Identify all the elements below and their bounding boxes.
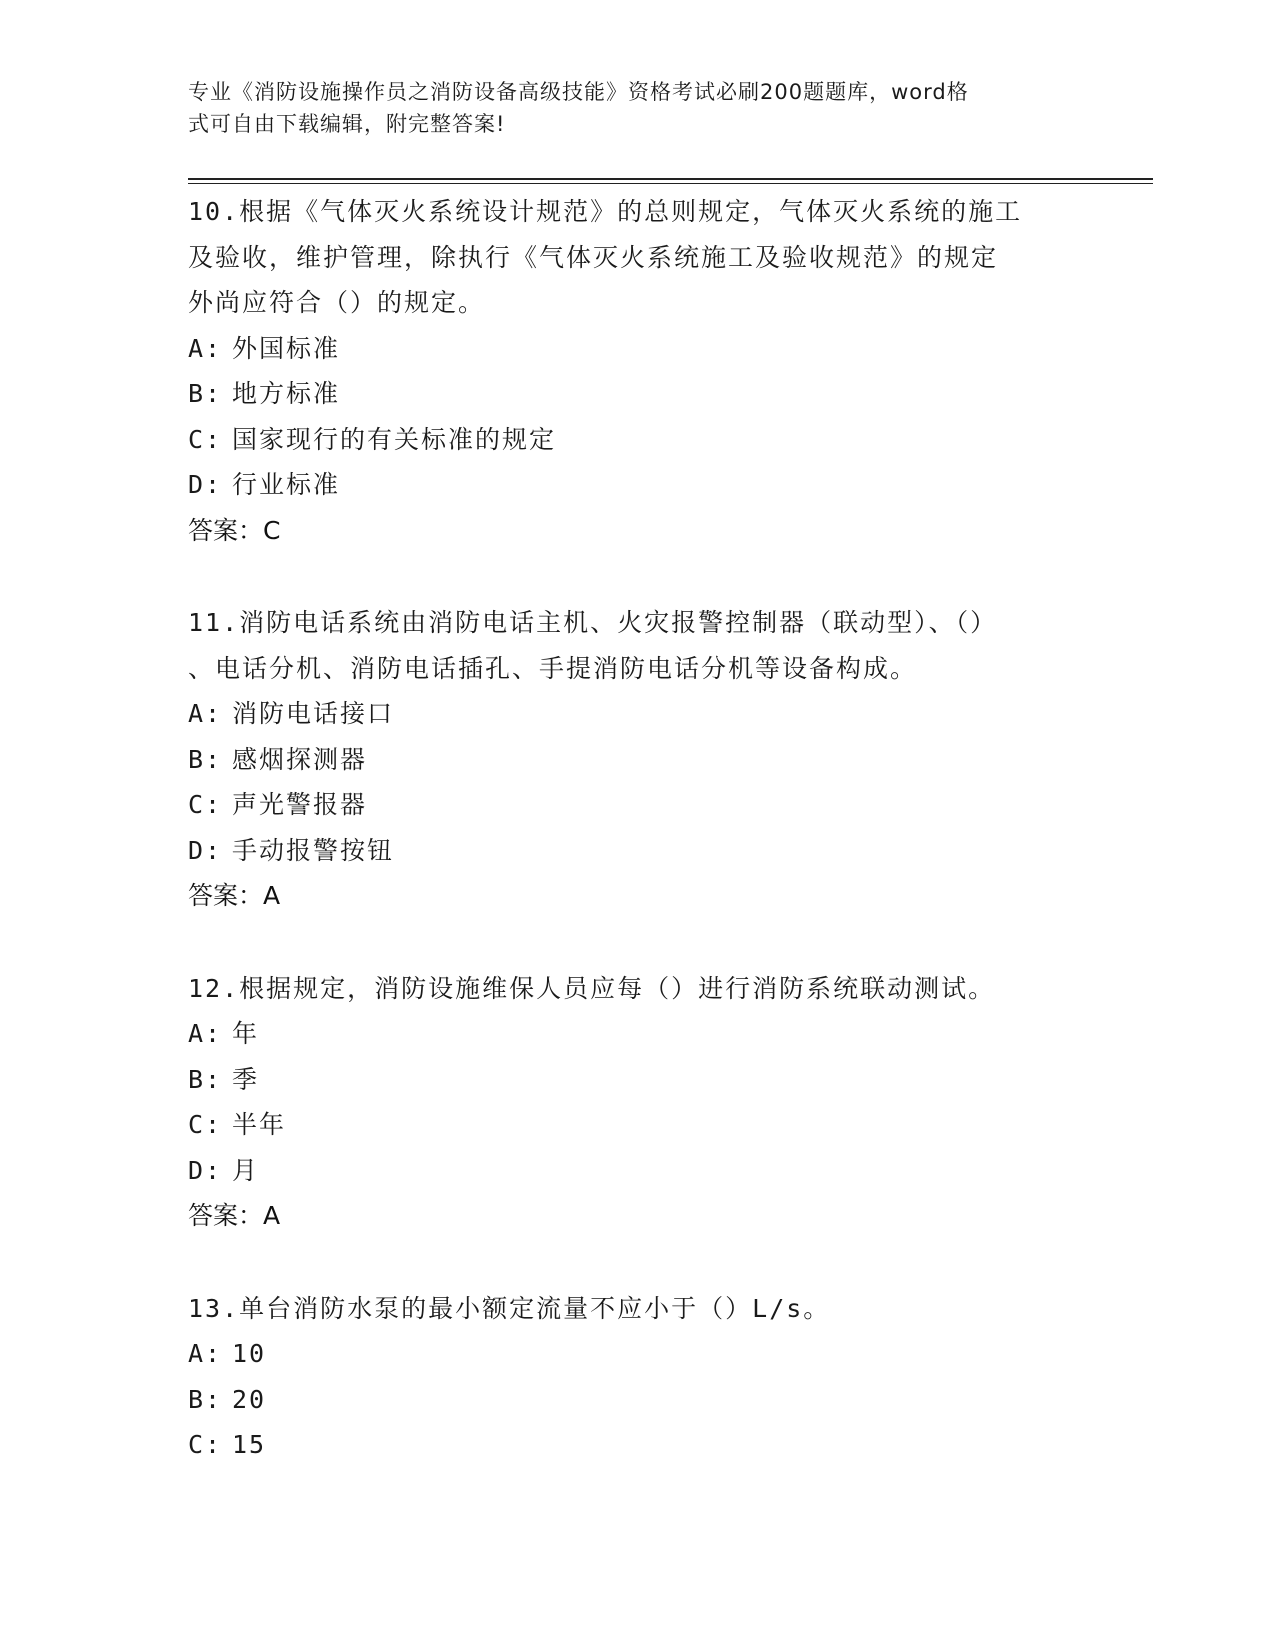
question-stem-line: 11.消防电话系统由消防电话主机、火灾报警控制器（联动型）、（）	[188, 608, 998, 637]
header-line-1: 专业《消防设施操作员之消防设备高级技能》资格考试必刷200题题库，word格	[188, 80, 969, 104]
option-text: 10	[232, 1339, 267, 1368]
question-stem-line: 外尚应符合（）的规定。	[188, 288, 486, 317]
question-stem	[188, 189, 1088, 326]
answer-option	[188, 1102, 1088, 1148]
question-stem-line: 12.根据规定，消防设施维保人员应每（）进行消防系统联动测试。	[188, 973, 996, 1003]
option-text: 外国标准	[232, 333, 341, 363]
option-text: 声光警报器	[232, 790, 368, 819]
option-key: B:	[188, 1064, 223, 1094]
option-key: A:	[188, 699, 223, 728]
document-header	[188, 76, 1068, 140]
answer-option	[188, 1331, 1088, 1377]
header-line-2: 式可自由下载编辑，附完整答案!	[188, 112, 506, 136]
answer-option	[188, 1422, 1088, 1468]
option-text: 手动报警按钮	[232, 835, 395, 865]
question-block	[188, 189, 1088, 553]
answer-option	[188, 1148, 1088, 1194]
question-stem-line: 、电话分机、消防电话插孔、手提消防电话分机等设备构成。	[188, 653, 918, 683]
question-block	[188, 1286, 1088, 1468]
option-text: 20	[232, 1384, 267, 1414]
answer-option	[188, 1377, 1088, 1423]
option-key: A:	[188, 1339, 223, 1368]
answer-line: 答案：C	[188, 515, 281, 545]
option-text: 地方标准	[232, 379, 341, 408]
option-key: C:	[188, 424, 223, 454]
option-key: B:	[188, 744, 223, 774]
answer-option	[188, 1057, 1088, 1103]
question-stem	[188, 966, 1088, 1012]
option-key: C:	[188, 1430, 223, 1459]
option-key: B:	[188, 379, 223, 408]
option-text: 半年	[232, 1110, 287, 1139]
question-list	[188, 189, 1088, 1515]
question-stem	[188, 600, 1088, 691]
option-text: 国家现行的有关标准的规定	[232, 424, 557, 454]
answer-line: 答案：A	[188, 1201, 281, 1230]
question-stem-line: 13.单台消防水泵的最小额定流量不应小于（）L/s。	[188, 1293, 831, 1323]
option-text: 年	[232, 1019, 260, 1048]
option-key: D:	[188, 470, 223, 499]
question-block	[188, 600, 1088, 919]
option-key: A:	[188, 1019, 223, 1048]
option-key: B:	[188, 1384, 223, 1414]
answer-option	[188, 737, 1088, 783]
answer-option	[188, 371, 1088, 417]
option-text: 消防电话接口	[232, 699, 395, 728]
option-text: 季	[232, 1064, 260, 1094]
answer-option	[188, 828, 1088, 874]
option-key: D:	[188, 835, 223, 865]
answer-option	[188, 782, 1088, 828]
question-stem-line: 及验收，维护管理，除执行《气体灭火系统施工及验收规范》的规定	[188, 242, 999, 272]
option-text: 月	[232, 1155, 260, 1185]
question-stem	[188, 1286, 1088, 1332]
question-block	[188, 966, 1088, 1239]
answer-option	[188, 691, 1088, 737]
option-text: 15	[232, 1430, 267, 1459]
answer-option	[188, 326, 1088, 372]
option-text: 感烟探测器	[232, 744, 368, 774]
option-key: C:	[188, 1110, 223, 1139]
answer-option	[188, 417, 1088, 463]
header-divider-thick	[188, 178, 1153, 180]
answer-line: 答案：A	[188, 881, 281, 910]
question-stem-line: 10.根据《气体灭火系统设计规范》的总则规定，气体灭火系统的施工	[188, 197, 1023, 226]
answer-option	[188, 462, 1088, 508]
answer-option	[188, 1011, 1088, 1057]
option-key: C:	[188, 790, 223, 819]
option-key: A:	[188, 333, 223, 363]
option-key: D:	[188, 1155, 223, 1185]
option-text: 行业标准	[232, 470, 341, 499]
header-divider-thin	[188, 183, 1153, 184]
